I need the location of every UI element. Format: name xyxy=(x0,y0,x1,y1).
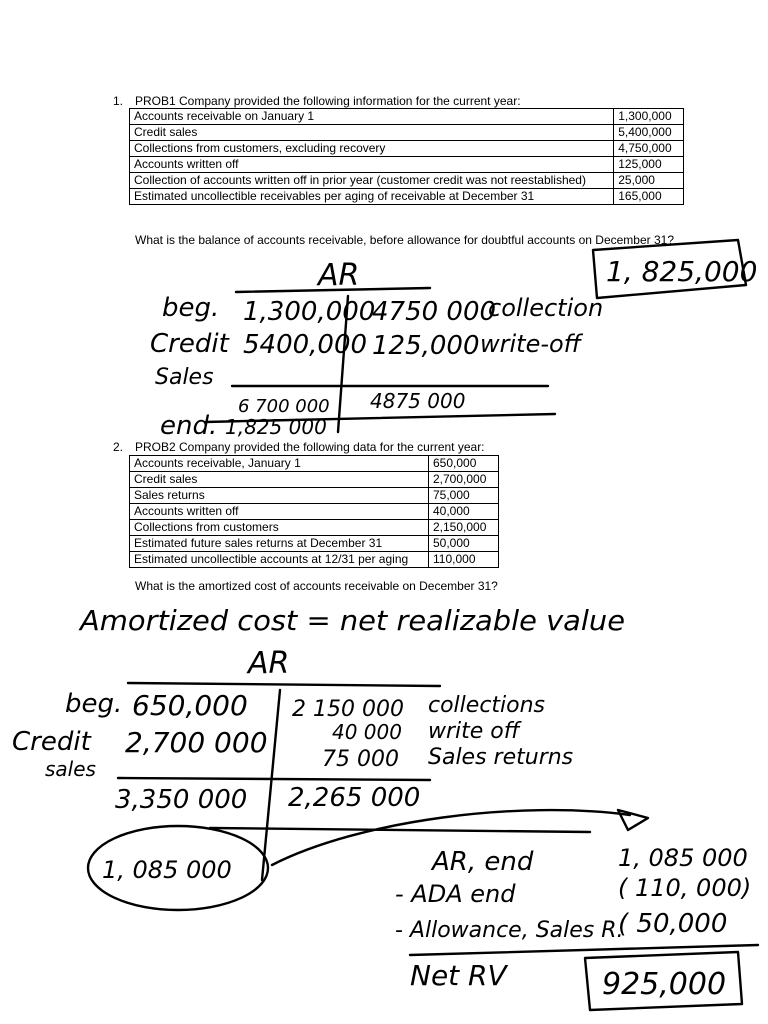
p2-calc-label-3: - Allowance, Sales R. xyxy=(395,918,624,943)
p1-right-note-1: collection xyxy=(488,294,604,322)
row-value: 5,400,000 xyxy=(614,125,684,141)
p2-left-total: 3,350 000 xyxy=(115,785,248,815)
problem1-number: 1. xyxy=(113,94,124,108)
p2-left-label-2: Credit xyxy=(12,727,91,757)
p2-left-label-3: sales xyxy=(45,757,96,781)
p2-t-vertical-line xyxy=(262,690,280,880)
p2-total-line xyxy=(118,778,430,780)
row-label: Accounts receivable, January 1 xyxy=(130,456,429,472)
row-value: 1,300,000 xyxy=(614,109,684,125)
problem2-question: What is the amortized cost of accounts receivable on December 31? xyxy=(135,579,498,593)
p2-right-val-1: 2 150 000 xyxy=(292,697,404,722)
row-label: Accounts written off xyxy=(130,504,429,520)
p1-left-label-3: Sales xyxy=(155,365,214,390)
p2-calc-val-1: 1, 085 000 xyxy=(618,844,748,872)
row-label: Collections from customers, excluding recovery xyxy=(130,141,614,157)
p1-right-note-2: write-off xyxy=(480,330,582,358)
p2-right-note-2: write off xyxy=(428,719,520,744)
p1-left-val-1: 1,300,000 xyxy=(243,297,376,327)
row-label: Accounts receivable on January 1 xyxy=(130,109,614,125)
row-value: 75,000 xyxy=(429,488,499,504)
row-value: 165,000 xyxy=(614,189,684,205)
p2-circled-balance: 1, 085 000 xyxy=(102,856,232,884)
row-label: Estimated uncollectible receivables per aging of receivable at December 31 xyxy=(130,189,614,205)
p2-right-note-3: Sales returns xyxy=(428,745,574,770)
p1-left-label-1: beg. xyxy=(162,293,220,323)
p2-left-val-1: 650,000 xyxy=(132,689,248,722)
row-value: 2,700,000 xyxy=(429,472,499,488)
p2-calc-val-2: ( 110, 000) xyxy=(618,874,752,902)
problem1-intro: PROB1 Company provided the following information for the current year: xyxy=(135,94,521,108)
p1-left-total: 6 700 000 xyxy=(238,396,330,417)
p1-t-title: AR xyxy=(318,258,360,293)
p2-left-val-2: 2,700 000 xyxy=(125,726,268,759)
problem2-number: 2. xyxy=(113,440,124,454)
row-label: Sales returns xyxy=(130,488,429,504)
p1-right-total: 4875 000 xyxy=(370,389,466,413)
p2-right-note-1: collections xyxy=(428,693,546,718)
problem1-question: What is the balance of accounts receivable, before allowance for doubtful accounts on December 31? xyxy=(135,233,674,247)
row-value: 110,000 xyxy=(429,552,499,568)
p2-left-label-1: beg. xyxy=(65,689,123,719)
p1-end-val: 1,825 000 xyxy=(225,415,327,439)
p2-t-title: AR xyxy=(248,646,290,681)
p2-calc-val-3: ( 50,000 xyxy=(618,909,728,939)
row-value: 125,000 xyxy=(614,157,684,173)
p1-right-val-1: 4750 000 xyxy=(372,297,497,327)
p1-answer-text: 1, 825,000 xyxy=(606,255,758,288)
p1-left-label-2: Credit xyxy=(150,329,229,359)
row-label: Accounts written off xyxy=(130,157,614,173)
p2-calc-label-4: Net RV xyxy=(410,959,507,992)
row-value: 650,000 xyxy=(429,456,499,472)
row-value: 50,000 xyxy=(429,536,499,552)
p1-left-val-2: 5400,000 xyxy=(243,330,368,360)
row-label: Estimated uncollectible accounts at 12/31 per aging xyxy=(130,552,429,568)
p2-right-total: 2,265 000 xyxy=(288,783,421,813)
p2-right-val-3: 75 000 xyxy=(322,747,399,772)
row-label: Collections from customers xyxy=(130,520,429,536)
p2-right-val-2: 40 000 xyxy=(332,720,402,744)
row-label: Credit sales xyxy=(130,472,429,488)
p1-right-val-2: 125,000 xyxy=(372,331,480,361)
row-value: 4,750,000 xyxy=(614,141,684,157)
row-value: 40,000 xyxy=(429,504,499,520)
row-label: Estimated future sales returns at December 31 xyxy=(130,536,429,552)
row-label: Collection of accounts written off in prior year (customer credit was not reestablished) xyxy=(130,173,614,189)
row-value: 2,150,000 xyxy=(429,520,499,536)
p2-t-top-line xyxy=(128,683,440,686)
p2-calc-result: 925,000 xyxy=(602,967,727,1002)
row-label: Credit sales xyxy=(130,125,614,141)
p2-definition: Amortized cost = net realizable value xyxy=(77,604,625,637)
row-value: 25,000 xyxy=(614,173,684,189)
p1-end-label: end. xyxy=(160,411,218,441)
p2-calc-label-1: AR, end xyxy=(432,847,534,877)
p2-calc-label-2: - ADA end xyxy=(395,880,516,908)
problem2-intro: PROB2 Company provided the following data for the current year: xyxy=(135,440,485,454)
